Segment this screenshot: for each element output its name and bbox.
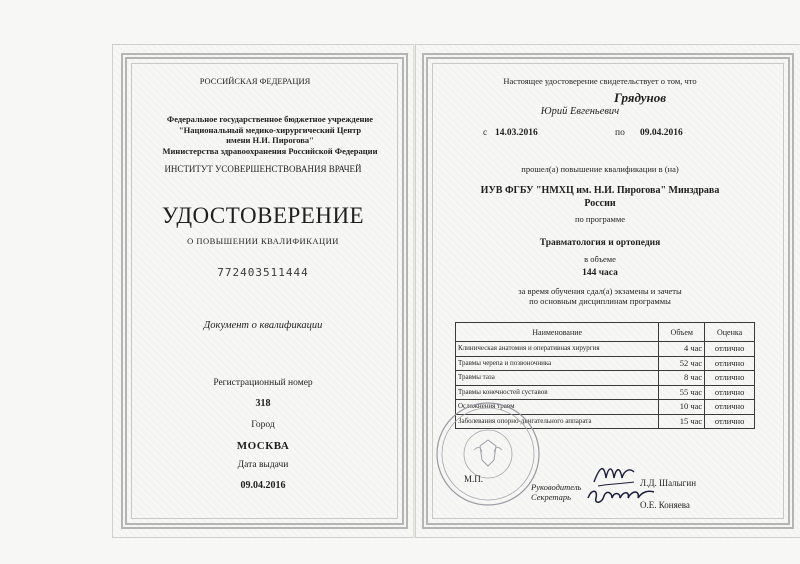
issuing-organization xyxy=(160,114,380,156)
head-label: Руководитель xyxy=(531,482,582,492)
issue-date: 09.04.2016 xyxy=(240,480,286,491)
header-volume: Объем xyxy=(659,323,705,342)
document-type: Документ о квалификации xyxy=(203,320,323,331)
program-name: Травматология и ортопедия xyxy=(539,238,661,248)
holder-first-name: Юрий Евгеньевич xyxy=(540,106,620,117)
city-value: МОСКВА xyxy=(236,440,290,452)
training-statement: прошел(а) повышение квалификации в (на) xyxy=(521,164,679,174)
table-row xyxy=(456,356,755,371)
issue-date-label: Дата выдачи xyxy=(237,460,289,470)
header-name: Наименование xyxy=(456,323,659,342)
period-to-label: по xyxy=(615,128,625,138)
course-volume: 4 час xyxy=(659,342,705,357)
secretary-name: О.Е. Коняева xyxy=(640,500,690,510)
course-grade: отлично xyxy=(705,371,755,386)
course-grade: отлично xyxy=(705,385,755,400)
course-name: Травмы таза xyxy=(456,371,659,386)
org-line: ИУВ ФГБУ "НМХЦ им. Н.И. Пирогова" Минздрава xyxy=(480,185,720,196)
head-name: Л.Д. Шалыгин xyxy=(640,478,697,488)
official-seal xyxy=(434,400,542,508)
org-line: Федеральное государственное бюджетное учреждение xyxy=(166,114,374,124)
table-row xyxy=(456,342,755,357)
period-to-date: 09.04.2016 xyxy=(640,128,683,138)
period-from-date: 14.03.2016 xyxy=(495,128,538,138)
course-name: Травмы конечностей суставов xyxy=(456,385,659,400)
institute-name: ИНСТИТУТ УСОВЕРШЕНСТВОВАНИЯ ВРАЧЕЙ xyxy=(164,164,362,174)
country-heading: РОССИЙСКАЯ ФЕДЕРАЦИЯ xyxy=(199,76,311,86)
course-name: Заболевания опорно-двигательного аппарата xyxy=(456,414,659,429)
course-volume: 52 час xyxy=(659,356,705,371)
course-grade: отлично xyxy=(705,414,755,429)
document-subtitle: О ПОВЫШЕНИИ КВАЛИФИКАЦИИ xyxy=(187,236,339,246)
org-line: имени Н.И. Пирогова" xyxy=(226,135,314,145)
course-volume: 8 час xyxy=(659,371,705,386)
course-volume: 55 час xyxy=(659,385,705,400)
registration-label: Регистрационный номер xyxy=(213,378,313,388)
table-row xyxy=(456,371,755,386)
program-label: по программе xyxy=(574,214,625,224)
total-hours: 144 часа xyxy=(582,268,618,278)
header-grade: Оценка xyxy=(705,323,755,342)
org-line: "Национальный медико-хирургический Центр xyxy=(178,124,362,135)
serial-number: 772403511444 xyxy=(217,266,309,279)
table-row xyxy=(456,385,755,400)
training-organization xyxy=(440,184,760,210)
document-title: УДОСТОВЕРЕНИЕ xyxy=(161,203,365,228)
course-grade: отлично xyxy=(705,400,755,415)
exam-statement: по основным дисциплинам программы xyxy=(529,296,671,306)
secretary-label: Секретарь xyxy=(531,492,571,502)
period-from-label: с xyxy=(483,128,488,138)
stamp-place-label: М.П. xyxy=(464,474,484,484)
course-grade: отлично xyxy=(705,356,755,371)
course-name: Травмы черепа и позвоночника xyxy=(456,356,659,371)
course-grade: отлично xyxy=(705,342,755,357)
volume-label: в объеме xyxy=(584,254,616,264)
course-name: Клиническая анатомия и оперативная хирургия xyxy=(456,342,659,357)
org-line: Министерства здравоохранения Российской Федерации xyxy=(162,145,378,156)
secretary-signature xyxy=(584,484,658,508)
registration-number: 318 xyxy=(255,398,271,409)
exam-statement: за время обучения сдал(а) экзамены и зачеты xyxy=(518,286,682,296)
course-name: Осложнения травм xyxy=(456,400,659,415)
certifies-text: Настоящее удостоверение свидетельствует о том, что xyxy=(503,76,697,86)
holder-last-name: Грядунов xyxy=(613,90,667,105)
city-label: Город xyxy=(251,420,275,430)
table-header-row xyxy=(456,323,755,342)
org-line: России xyxy=(584,198,616,209)
course-volume: 15 час xyxy=(659,414,705,429)
course-volume: 10 час xyxy=(659,400,705,415)
